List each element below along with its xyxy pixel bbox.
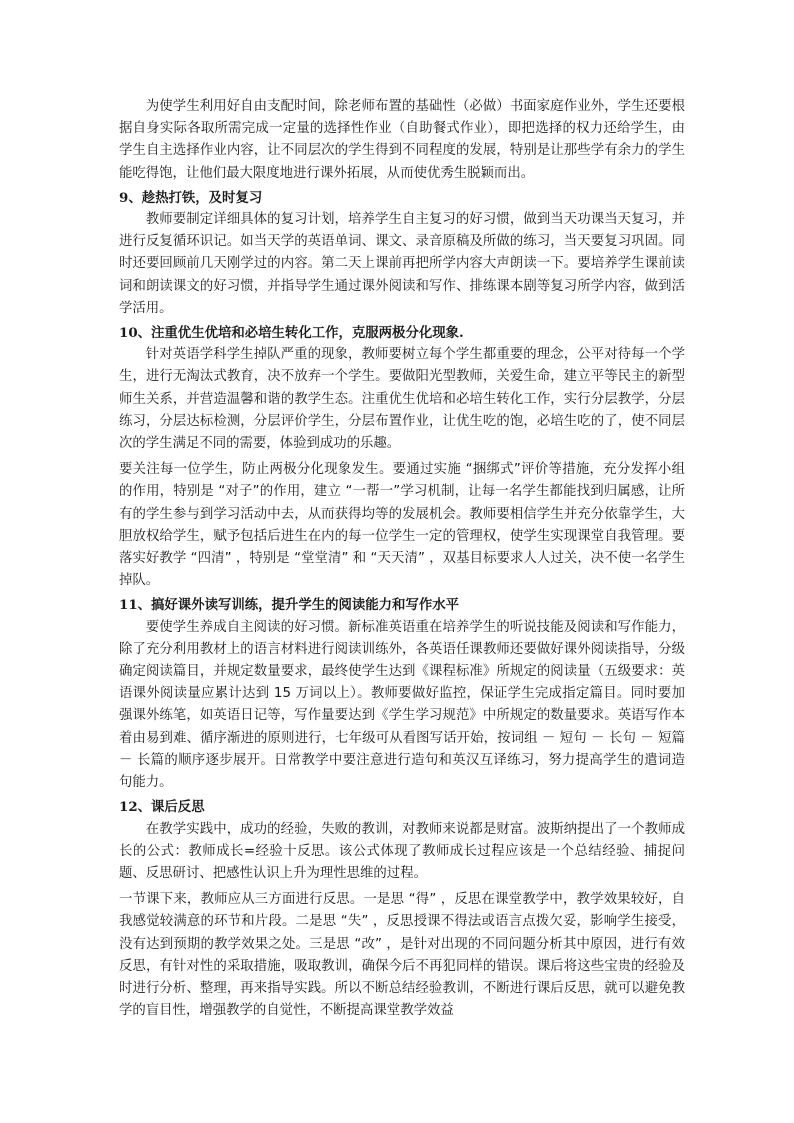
body-paragraph: 为使学生利用好自由支配时间，除老师布置的基础性（必做）书面家庭作业外，学生还要根据自身实际各取所需完成一定量的选择性作业（自助餐式作业），即把选择的权力还给学生，由学生自主选择作业内容，让不同层次的学生得到不同程度的发展，特别是让那些学有余力的学生能吃得饱，让他们最大限度地进行课外拓展，从而使优秀生脱颖而出。 — [119, 99, 685, 181]
body-paragraph: 一节课下来，教师应从三方面进行反思。一是思 “得” ，反思在课堂教学中，教学效果较好，自我感觉较满意的环节和片段。二是思 “失” ，反思授课不得法或语言点拨欠妥，影响学生接受，没有达到预期的教学效果之处。三是思 “改” ，是针对出现的不同问题分析其中原因，进行有效反思，有针对性的采取措施，吸取教训，确保今后不再犯同样的错误。课后将这些宝贵的经验及时进行分析、整理，再来指导实践。所以不断总结经验教训，不断进行课后反思，就可以避免教学的盲目性，增强教学的自觉性，不断提高课堂教学效益 — [119, 892, 685, 1019]
body-paragraph: 教师要制定详细具体的复习计划，培养学生自主复习的好习惯，做到当天功课当天复习，并进行反复循环识记。如当天学的英语单词、课文、录音原稿及所做的练习，当天要复习巩固。同时还要回顾前几天刚学过的内容。第二天上课前再把所学内容大声朗读一下。要培养学生课前读词和朗读课文的好习惯，并指导学生通过课外阅读和写作、排练课本剧等复习所学内容，做到活学活用。 — [119, 212, 685, 316]
section-heading: 9、趁热打铁，及时复习 — [119, 189, 263, 206]
section-heading: 11、搞好课外读写训练，提升学生的阅读能力和写作水平 — [119, 597, 460, 614]
body-paragraph: 要使学生养成自主阅读的好习惯。新标准英语重在培养学生的听说技能及阅读和写作能力，除了充分利用教材上的语言材料进行阅读训练外，各英语任课教师还要做好课外阅读指导，分级确定阅读篇目，并规定数量要求，最终使学生达到《课程标准》所规定的阅读量（五级要求：英语课外阅读量应累计达到 15 万词以上）。教师要做好监控，保证学生完成指定篇目。同时要加强课外练笔，如英语日记等，写作量要达到《学生学习规范》中所规定的数量要求。英语写作本着由易到难、循序渐进的原则进行，七年级可从看图写话开始，按词组 － 短句 － 长句 － 短篇 － 长篇的顺序逐步展开。日常教学中要注意进行造句和英汉互译练习，努力提高学生的遣词造句能力。 — [119, 619, 685, 791]
section-heading: 12、课后反思 — [119, 799, 205, 816]
body-paragraph: 要关注每一位学生，防止两极分化现象发生。要通过实施 “捆绑式”评价等措施，充分发挥小组的作用，特别是 “对子”的作用，建立 “一帮一”学习机制，让每一名学生都能找到归属感，让所有的学生参与到学习活动中去，从而获得均等的发展机会。教师要相信学生并充分依靠学生，大胆放权给学生，赋予包括后进生在内的每一位学生一定的管理权，使学生实现课堂自我管理。要落实好教学 “四清” ，特别是 “堂堂清” 和 “天天清” ，双基目标要求人人过关，决不使一名学生掉队。 — [119, 462, 685, 589]
body-paragraph: 针对英语学科学生掉队严重的现象，教师要树立每个学生都重要的理念，公平对待每一个学生，进行无淘汰式教育，决不放弃一个学生。要做阳光型教师，关爱生命，建立平等民主的新型师生关系，并营造温馨和谐的教学生态。注重优生优培和必培生转化工作，实行分层教学，分层练习，分层达标检测，分层评价学生，分层布置作业，让优生吃的饱，必培生吃的了，使不同层次的学生满足不同的需要，体验到成功的乐趣。 — [119, 347, 685, 452]
section-heading: 10、注重优生优培和必培生转化工作，克服两极分化现象. — [119, 325, 464, 342]
document-page — [119, 96, 685, 1022]
body-paragraph: 在教学实践中，成功的经验，失败的教训，对教师来说都是财富。波斯纳提出了一个教师成长的公式：教师成长=经验十反思。该公式体现了教师成长过程应该是一个总结经验、捕捉问题、反思研讨、把感性认识上升为理性思维的过程。 — [119, 821, 685, 881]
